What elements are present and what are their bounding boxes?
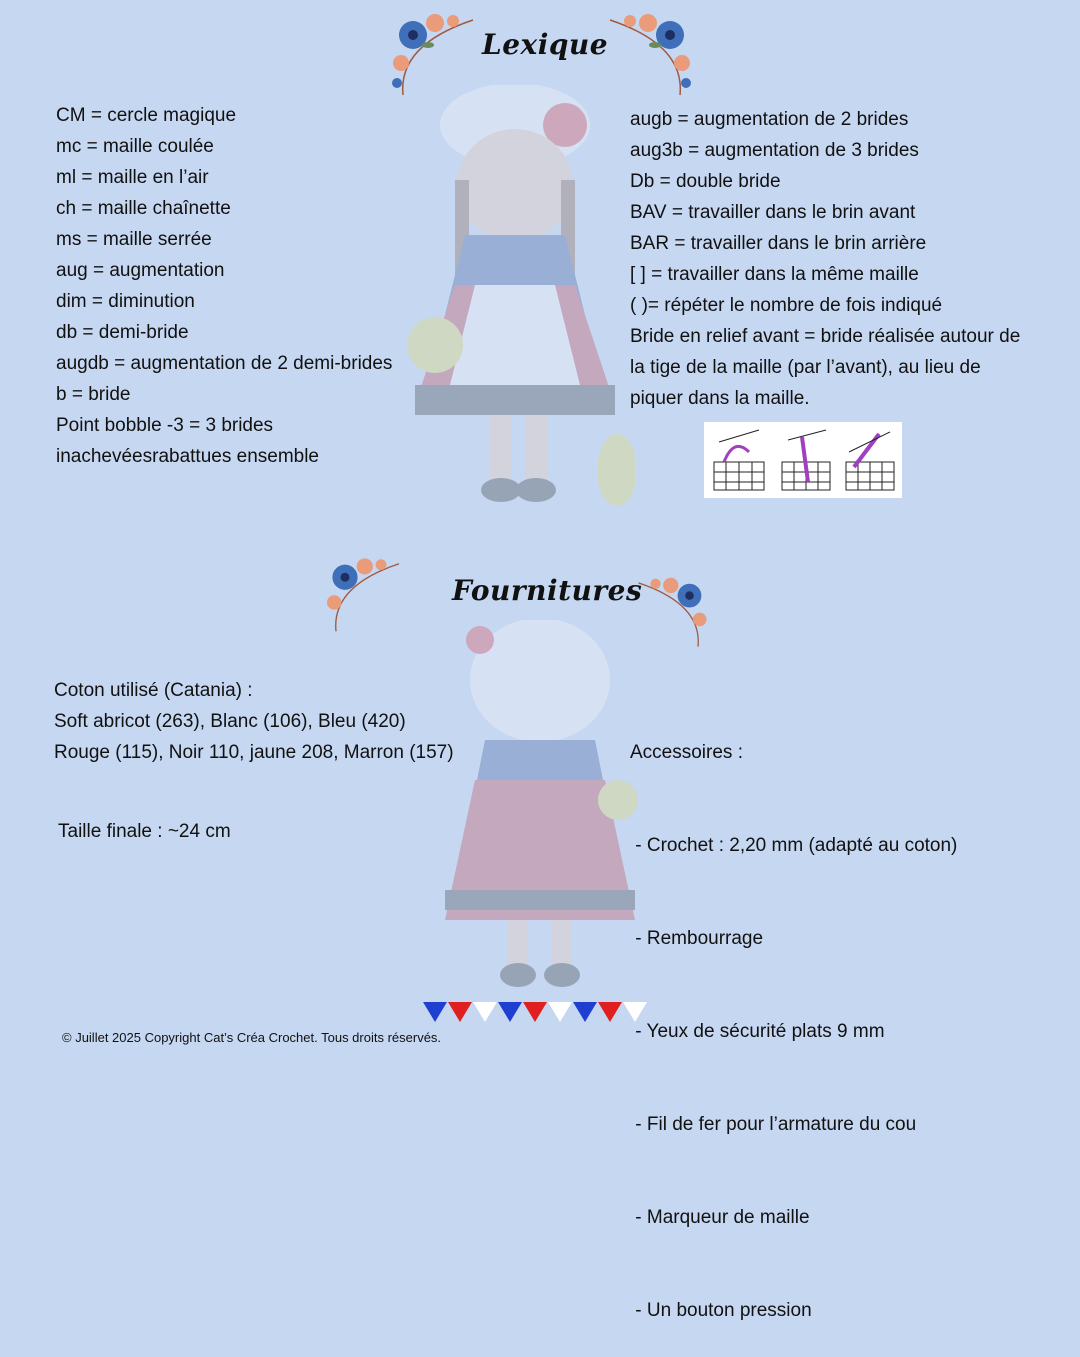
list-item: Db = double bride [630, 171, 781, 192]
stitch-diagram-3 [846, 432, 894, 490]
list-item: ( )= répéter le nombre de fois indiqué [630, 295, 943, 316]
fournitures-right-list [630, 675, 957, 1357]
list-item: Bride en relief avant = bride réalisée autour de [630, 326, 1021, 347]
flower-corner-right-icon [600, 5, 700, 100]
fournitures-left-list [54, 675, 454, 768]
list-item: - Crochet : 2,20 mm (adapté au coton) [630, 835, 958, 856]
list-item: augb = augmentation de 2 brides [630, 109, 909, 130]
list-item: ml = maille en l’air [56, 167, 209, 188]
lexique-left-list [56, 100, 392, 472]
list-item: ch = maille chaînette [56, 198, 231, 219]
list-item: Accessoires : [630, 742, 743, 763]
flower-corner-left-icon [383, 5, 483, 100]
list-item: aug = augmentation [56, 260, 225, 281]
list-item: aug3b = augmentation de 3 brides [630, 140, 919, 161]
bunting-flags-icon [423, 1002, 649, 1024]
flower-corner-left-icon [318, 548, 408, 638]
doll-front-illustration [395, 85, 635, 515]
copyright-footer: © Juillet 2025 Copyright Cat’s Créa Crochet. Tous droits réservés. [62, 1030, 442, 1045]
list-item: BAR = travailler dans le brin arrière [630, 233, 927, 254]
list-item: Point bobble -3 = 3 brides [56, 415, 274, 436]
flower-corner-right-icon [630, 568, 715, 653]
list-item: piquer dans la maille. [630, 388, 810, 409]
stitch-diagram-1 [714, 430, 764, 490]
final-size: Taille finale : ~24 cm [58, 821, 231, 842]
list-item: Soft abricot (263), Blanc (106), Bleu (420) [54, 711, 406, 732]
list-item: - Fil de fer pour l’armature du cou [630, 1114, 917, 1135]
list-item: db = demi-bride [56, 322, 189, 343]
list-item: Coton utilisé (Catania) : [54, 680, 253, 701]
fournitures-title: Fournitures [452, 574, 643, 607]
list-item: augdb = augmentation de 2 demi-brides [56, 353, 393, 374]
list-item: Rouge (115), Noir 110, jaune 208, Marron (157) [54, 742, 454, 763]
list-item: [ ] = travailler dans la même maille [630, 264, 919, 285]
list-item: dim = diminution [56, 291, 195, 312]
stitch-diagram-2 [782, 430, 830, 490]
list-item: CM = cercle magique [56, 105, 237, 126]
stitch-diagrams-image [704, 422, 902, 498]
list-item: - Yeux de sécurité plats 9 mm [630, 1021, 885, 1042]
list-item: - Marqueur de maille [630, 1207, 810, 1228]
list-item: - Rembourrage [630, 928, 764, 949]
doll-back-illustration [440, 620, 640, 1000]
list-item: - Un bouton pression [630, 1300, 812, 1321]
list-item: mc = maille coulée [56, 136, 214, 157]
list-item: ms = maille serrée [56, 229, 212, 250]
list-item: b = bride [56, 384, 131, 405]
lexique-right-list [630, 104, 1020, 414]
list-item: la tige de la maille (par l’avant), au lieu de [630, 357, 981, 378]
list-item: BAV = travailler dans le brin avant [630, 202, 916, 223]
lexique-title: Lexique [482, 28, 609, 61]
list-item: inachevéesrabattues ensemble [56, 446, 320, 467]
